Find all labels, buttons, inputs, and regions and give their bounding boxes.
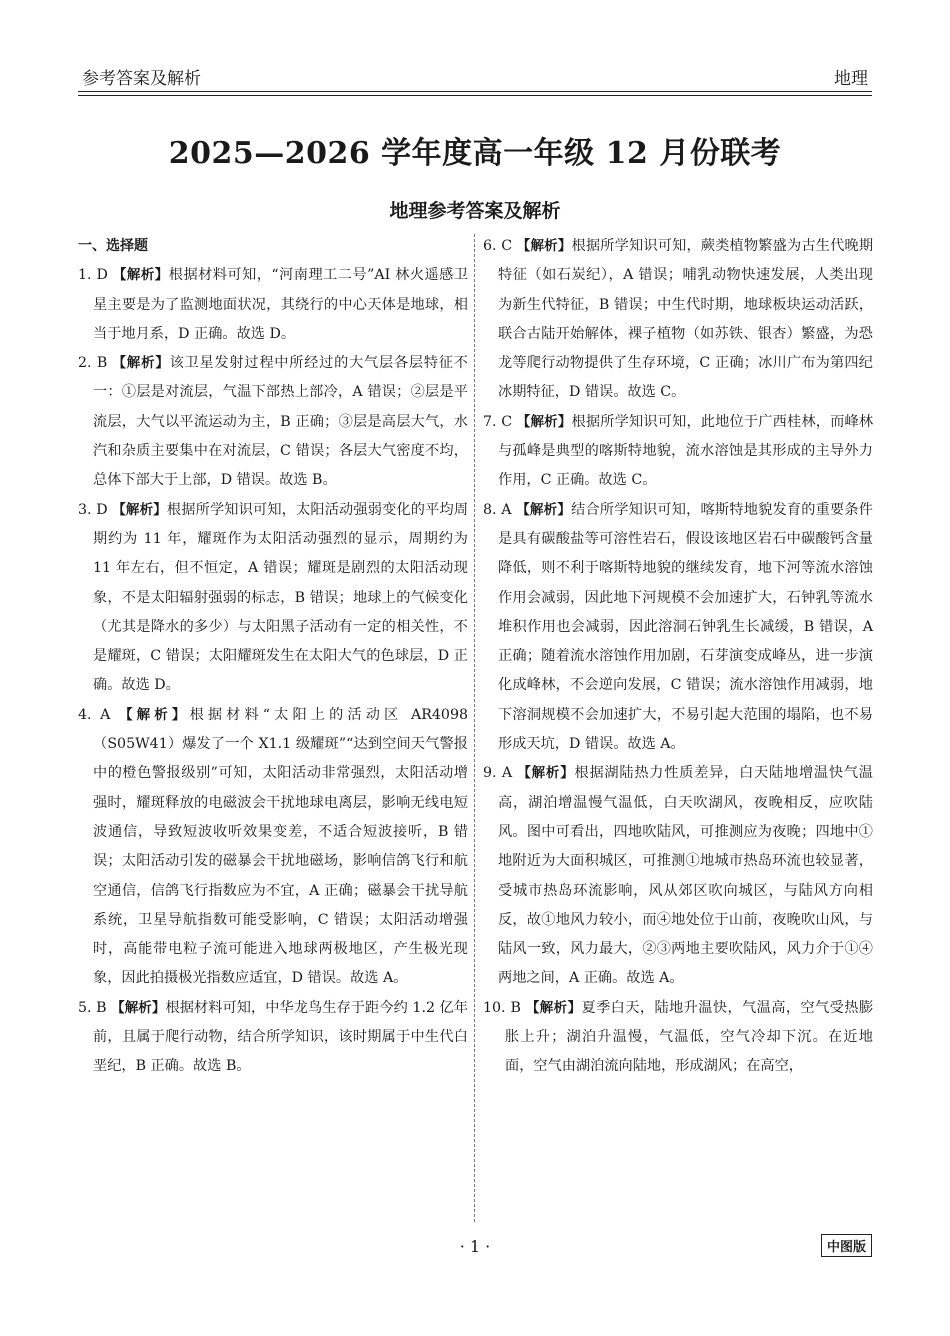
header-left-title: 参考答案及解析 (82, 69, 201, 89)
analysis-tag: 【解析】 (525, 999, 582, 1016)
answer-text: 根据材料“太阳上的活动区 AR4098（S05W41）爆发了一个 X1.1 级耀斑”“达到空间天气警报中的橙色警报级别”可知，太阳活动非常强烈，太阳活动增强时，耀斑释放的电磁波会干扰地球电离层，影响无线电短波通信，导致短波收听效果变差，不适合短波接听，B 错误；太阳活动引发的磁暴会干扰地磁场，影响信鸽飞行和航空通信，信鸽飞行指数应为不宜，A 正确；磁暴会干扰导航系统，卫星导航指数可能受影响，C 错误；太阳活动增强时，高能带电粒子流可能进入地球两极地区，产生极光现象，因此拍摄极光指数应适宜，D 错误。故选 A。 (93, 706, 469, 987)
answer-text: 夏季白天，陆地升温快，气温高，空气受热膨胀上升；湖泊升温慢，气温低，空气冷却下沉。在近地面，空气由湖泊流向陆地，形成湖风；在高空， (505, 999, 874, 1075)
page-header (78, 58, 872, 94)
answer-text: 该卫星发射过程中所经过的大气层各层特征不一：①层是对流层，气温下部热上部冷，A 错误；②层是平流层，大气以平流运动为主，B 正确；③层是高层大气，水汽和杂质主要集中在对流层，C 错误；各层大气密度不均，总体下部大于上部，D 错误。故选 B。 (93, 355, 468, 489)
answer-item-2 (78, 349, 468, 495)
answer-item-1 (78, 261, 468, 349)
answer-text: 根据所学知识可知，蕨类植物繁盛为古生代晚期特征（如石炭纪），A 错误；哺乳动物快速发展，人类出现为新生代特征，B 错误；中生代时期，地球板块运动活跃，联合古陆开始解体，裸子植物（如苏铁、银杏）繁盛，为恐龙等爬行动物提供了生存环境，C 正确；冰川广布为第四纪冰期特征，D 错误。故选 C。 (498, 238, 874, 401)
answer-text: 结合所学知识可知，喀斯特地貌发育的重要条件是具有碳酸盐等可溶性岩石，假设该地区岩石中碳酸钙含量降低，则不利于喀斯特地貌的继续发育，地下河等流水溶蚀作用会减弱，因此地下河规模不会加速扩大，石钟乳等流水堆积作用也会减弱，因此溶洞石钟乳生长减缓，B 错误，A 正确；随着流水溶蚀作用加剧，石芽演变成峰丛，进一步演化成峰林，不会逆向发展，C 错误；流水溶蚀作用减弱，地下溶洞规模不会加速扩大，不易引起大范围的塌陷，也不易形成天坑，D 错误。故选 A。 (498, 501, 873, 753)
answer-number: 6. C (483, 238, 513, 254)
answer-item-10 (483, 994, 873, 1082)
answer-item-8 (483, 496, 873, 760)
analysis-tag: 【解析】 (112, 355, 170, 372)
edition-badge: 中图版 (821, 1234, 872, 1257)
analysis-tag: 【解析】 (516, 501, 572, 518)
analysis-tag: 【解析】 (111, 999, 166, 1016)
answer-text: 根据所学知识可知，此地位于广西桂林，而峰林与孤峰是典型的喀斯特地貌，流水溶蚀是其形成的主导外力作用，C 正确。故选 C。 (498, 413, 874, 489)
answer-number: 7. C (483, 413, 513, 430)
answer-item-3 (78, 496, 468, 701)
page-number: · 1 · (459, 1237, 491, 1256)
answer-item-9 (483, 759, 873, 993)
right-column (483, 232, 873, 1082)
document-subtitle: 地理参考答案及解析 (389, 200, 561, 222)
answer-number: 3. D (78, 501, 108, 518)
answer-text: 根据湖陆热力性质差异，白天陆地增温快气温高，湖泊增温慢气温低，白天吹湖风，夜晚相反，应吹陆风。图中可看出，四地吹陆风，可推测应为夜晚；四地中①地附近为大面积城区，可推测①地城市热岛环流也较显著，受城市热岛环流影响，风从郊区吹向城区，与陆风方向相反，故①地风力较小，而④地处位于山前，夜晚吹山风，与陆风一致，风力最大，②③两地主要吹陆风，风力介于①④两地之间，A 正确。故选 A。 (498, 765, 873, 987)
answer-number: 10. B (483, 999, 521, 1016)
answer-number: 5. B (78, 999, 107, 1016)
answer-number: 1. D (78, 267, 108, 284)
analysis-tag: 【解析】 (119, 706, 190, 723)
analysis-tag: 【解析】 (516, 238, 572, 254)
analysis-tag: 【解析】 (112, 501, 167, 518)
answer-number: 8. A (483, 501, 512, 518)
left-column (78, 232, 468, 1082)
answer-text: 根据材料可知，“河南理工二号”AI 林火遥感卫星主要是为了监测地面状况，其绕行的中心天体是地球，相当于地月系，D 正确。故选 D。 (93, 267, 469, 342)
answer-number: 2. B (78, 355, 108, 372)
analysis-tag: 【解析】 (112, 267, 169, 284)
answer-item-7 (483, 408, 873, 496)
section-heading: 一、选择题 (78, 238, 148, 254)
analysis-tag: 【解析】 (516, 413, 572, 430)
answer-number: 4. A (78, 706, 111, 723)
answer-item-4 (78, 701, 468, 994)
document-title: 2025—2026 学年度高一年级 12 月份联考 (168, 136, 782, 171)
header-rule (78, 91, 872, 92)
answer-text: 根据所学知识可知，太阳活动强弱变化的平均周期约为 11 年，耀斑作为太阳活动强烈的显示，周期约为 11 年左右，但不恒定，A 错误；耀斑是剧烈的太阳活动现象，不是太阳辐射强弱的标志，B 错误；地球上的气候变化（尤其是降水的多少）与太阳黑子活动有一定的相关性，不是耀斑，C 错误；太阳耀斑发生在太阳大气的色球层，D 正确。故选 D。 (93, 501, 469, 694)
answer-item-5 (78, 994, 468, 1082)
answer-text: 根据材料可知，中华龙鸟生存于距今约 1.2 亿年前，且属于爬行动物，结合所学知识，该时期属于中生代白垩纪，B 正确。故选 B。 (93, 999, 469, 1075)
column-divider (474, 234, 475, 1222)
answer-item-6 (483, 232, 873, 408)
header-subject: 地理 (834, 69, 868, 89)
analysis-tag: 【解析】 (517, 765, 575, 782)
answer-number: 9. A (483, 765, 513, 782)
header-rule-thin (78, 95, 872, 96)
